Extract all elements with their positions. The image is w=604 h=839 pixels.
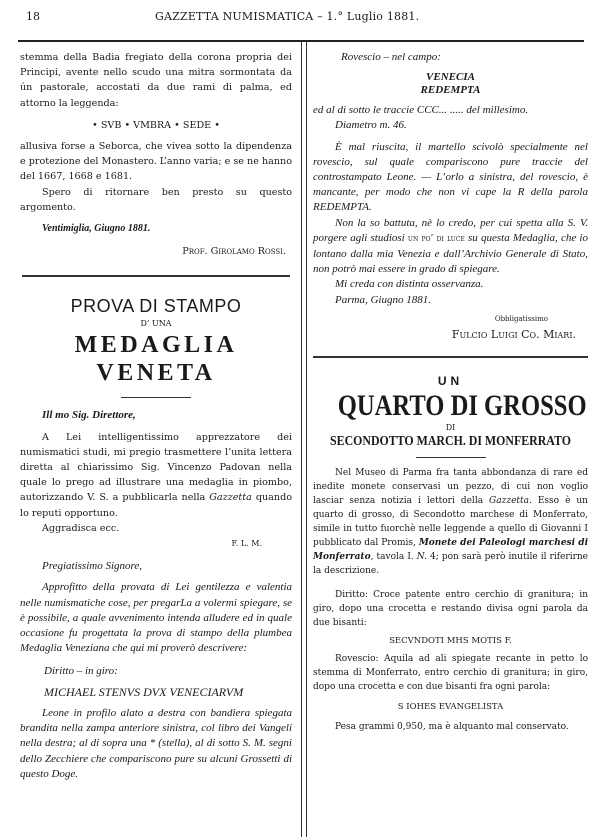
legend-redempta: REDEMPTA — [420, 84, 481, 97]
signature-miari: Fulcio Luigi Co. Miari. — [451, 328, 576, 342]
salutation-direttore: Ill mo Sig. Direttore, — [42, 409, 136, 422]
right-column — [313, 44, 588, 734]
column-divider — [301, 42, 307, 837]
legend-svb-vmbra-sede: • SVB • VMBRA • SEDE • — [92, 119, 220, 131]
legend-s-iohes: S IOHES EVANGELISTA — [397, 701, 504, 712]
title-medaglia-veneta: MEDAGLIA VENETA — [74, 332, 238, 387]
place-date-ventimiglia: Ventimiglia, Giugno 1881. — [42, 223, 151, 235]
right-paragraph-1: ed al di sotto le traccie CCC... ..... del millesimo. — [313, 104, 529, 117]
diritto-label: Diritto – in giro: — [44, 665, 118, 678]
page-header — [0, 10, 604, 28]
left-column — [20, 44, 292, 782]
article-separator — [22, 275, 290, 277]
left-paragraph-3: Spero di ritornare ben presto su questo argomento. — [20, 186, 292, 213]
article-separator-right — [313, 356, 588, 358]
signature-rossi: Prof. Girolamo Rossi. — [182, 246, 286, 258]
letter-aggradisca: Aggradisca ecc. — [42, 522, 120, 534]
letter-paragraph-1: A Lei intelligentissimo apprezzatore dei numismatici studi, mi pregio trasmettere l’unita lettera diretta al chiarissimo Sig. Vincenzo Padovan nella quale lo prego ad illustrare una medaglia in piombo, autorizzando V. S. a pubblicarla nella Gazzetta quando lo reputi opportuno. — [20, 431, 293, 519]
right-paragraph-mal-riuscita: È mal riuscita, il martello scivolò specialmente nel rovescio, sul quale compariscono pure traccie del controstampato Leone. — L’orlo a sinistra, del rovescio, è mancante, per modo che non vi cape la R della parola REDEMPTA. — [313, 140, 588, 214]
closing: Mi creda con distinta osservanza. — [335, 278, 484, 291]
obbligatissimo: Obbligatissimo — [494, 314, 548, 323]
legend-michael-stenvs: MICHAEL STENVS DVX VENECIARVM — [44, 684, 244, 699]
title-un: UN — [437, 374, 464, 389]
quarto-pesa: Pesa grammi 0,950, ma è alquanto mal conservato. — [335, 721, 569, 732]
diametro: Diametro m. 46. — [335, 119, 407, 132]
legend-venecia: VENECIA — [426, 71, 475, 84]
place-date-parma: Parma, Giugno 1881. — [335, 293, 431, 306]
left-paragraph-1: stemma della Badia fregiato della corona propria dei Principi, avente nello scudo una mitra sormontata da ún pastorale, accostati da due rami di palma, ed attorno la leggenda: — [20, 52, 292, 109]
title-underline — [121, 397, 191, 398]
title-quarto-di-grosso: QUARTO DI GROSSO — [337, 389, 587, 423]
legend-secvndoti: SECVNDOTI MHS MOTIS F. — [389, 635, 512, 646]
quarto-rovescio: Rovescio: Aquila ad ali spiegate recante in petto lo stemma di Monferrato, entro cerchio di granitura; in giro, dopo una crocetta e con due bisanti fra ogni parola: — [313, 653, 588, 692]
left-paragraph-2: allusiva forse a Seborca, che vivea sotto la dipendenza e protezione del Monastero. L’anno varia; e se ne hanno del 1667, 1668 e 1681. — [20, 141, 292, 183]
right-paragraph-non-la-so: Non la so battuta, nè lo credo, per cui spetta alla S. V. porgere agli studiosi un po’ di luce su questa Medaglia, che io lontano dalla mia Venezia e dall’Archivio Generale di Stato, non potrò mai essere in grado di spiegare. — [313, 216, 588, 276]
title-di: DI — [445, 423, 456, 433]
title-underline-right — [416, 457, 486, 458]
quarto-diritto: Diritto: Croce patente entro cerchio di granitura; in giro, dopo una crocetta e restando divisa ogni parola da due bisanti: — [313, 589, 588, 628]
rovescio-label: Rovescio – nel campo: — [341, 51, 441, 63]
salutation-signore: Pregiatissimo Signore, — [42, 560, 143, 573]
description-leone: Leone in profilo alato a destra con bandiera spiegata brandita nella zampa anteriore sinistra, col libro dei Vangeli nella destra; al di sopra una * (stella), al di sotto S. M. segni dello Zecchiere che compariscono pure su alcuni Grossetti di questo Doge. — [20, 706, 292, 780]
title-d-una: D’ UNA — [140, 319, 172, 329]
title-prova-di-stampo: PROVA DI STAMPO — [70, 296, 242, 317]
running-title: GAZZETTA NUMISMATICA – 1.° Luglio 1881. — [155, 10, 420, 23]
initials-flm: F. L. M. — [231, 539, 262, 549]
title-secondotto: SECONDOTTO MARCH. DI MONFERRATO — [330, 433, 571, 449]
page-number: 18 — [26, 10, 40, 23]
quarto-paragraph-1: Nel Museo di Parma fra tanta abbondanza di rare ed inedite monete conservasi un pezzo, di cui non voglio lasciar senza notizia i lettori della Gazzetta. Esso è un quarto di grosso, di Secondotto marchese di Monferrato, simile in tutto fuorchè nelle leggende a quello di Giovanni I pubblicato dal Promis, Monete dei Paleologi marchesi di Monferrato, tavola I. N. 4; pon sarà però inutile il riferirne la descrizione. — [313, 467, 588, 576]
letter-paragraph-approfitto: Approfitto della provata di Lei gentilezza e valentia nelle numismatiche cose, per pregarLa a volermi spiegare, se è possibile, a quale avvenimento intenda alludere ed in quale occasione fu progettata la prova di stampo della plumbea Medaglia Veneziana che qui mi proverò descrivere: — [20, 581, 292, 655]
